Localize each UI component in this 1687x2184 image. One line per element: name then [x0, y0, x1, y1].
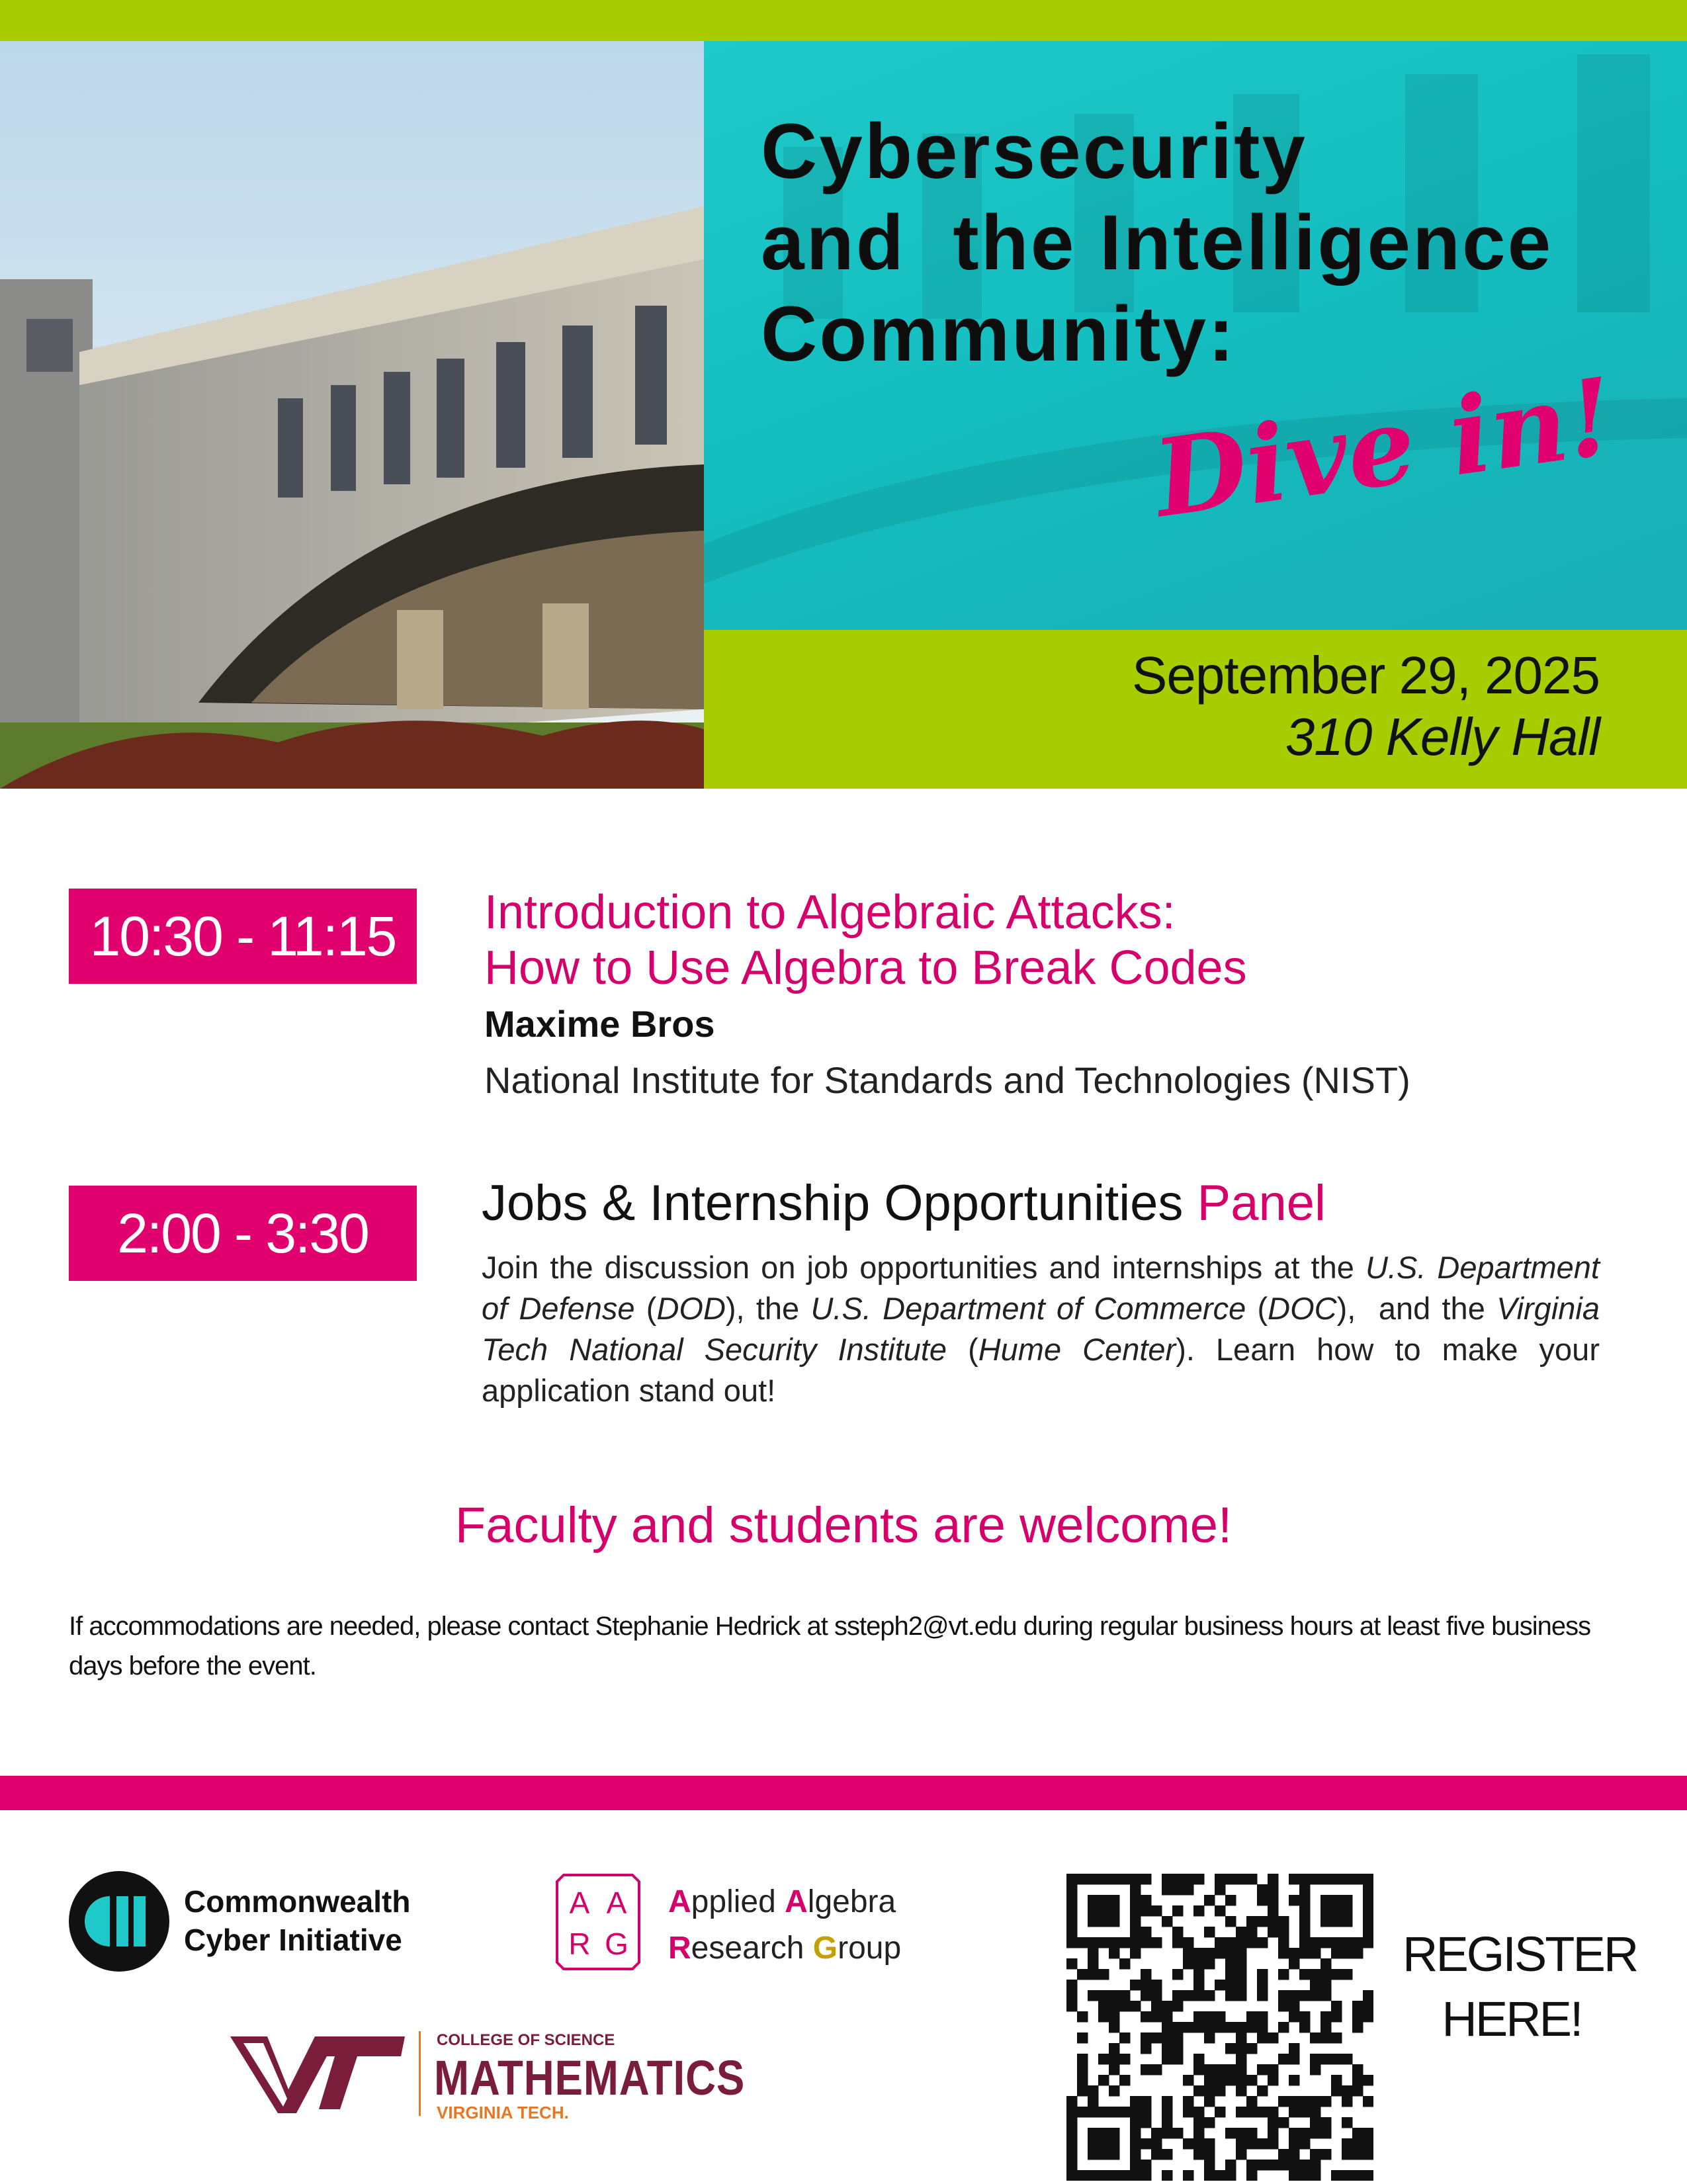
desc-text-3: ), the: [725, 1291, 811, 1326]
department-name: MATHEMATICS: [434, 2050, 746, 2105]
aarg-initial: A: [668, 1884, 691, 1919]
qr-code-icon[interactable]: [1066, 1874, 1373, 2181]
desc-text-5: ), and the: [1336, 1291, 1497, 1326]
desc-doc-abbr: DOC: [1268, 1291, 1337, 1326]
register-line-1: REGISTER: [1403, 1927, 1637, 1982]
desc-text-6: (: [947, 1332, 978, 1367]
desc-text-2: (: [634, 1291, 657, 1326]
aarg-logo-letter-4: G: [605, 1927, 628, 1961]
building-photo: [0, 41, 704, 789]
session-1-speaker: Maxime Bros: [484, 1003, 715, 1045]
session-2-description: [482, 1247, 1600, 1411]
register-label: [1403, 1922, 1637, 2052]
aarg-logo-letter-2: A: [606, 1886, 627, 1920]
desc-text-7: ). Learn how to make your application stand out!: [482, 1332, 1600, 1408]
college-name: COLLEGE OF SCIENCE: [437, 2031, 615, 2049]
aarg-logo-letter-1: A: [569, 1886, 590, 1920]
vt-logo-icon: [228, 2030, 408, 2116]
title-line-3: Community:: [761, 290, 1236, 378]
session-2-time: 2:00 - 3:30: [69, 1186, 417, 1281]
session-2-title: [482, 1174, 1326, 1232]
aarg-initial: A: [785, 1884, 808, 1919]
event-location: 310 Kelly Hall: [1285, 707, 1600, 766]
title-line-1: Cybersecurity: [761, 108, 1308, 195]
accommodations-note: If accommodations are needed, please contact Stephanie Hedrick at ssteph2@vt.edu during regular business hours at least five business days before the event.: [69, 1612, 1591, 1681]
title-line-2: and the Intelligence: [761, 199, 1553, 286]
desc-hume-name: Hume Center: [978, 1332, 1176, 1367]
university-name: VIRGINIA TECH.: [437, 2103, 569, 2122]
cci-name-line-2: Cyber Initiative: [184, 1923, 402, 1957]
aarg-word: roup: [838, 1931, 902, 1966]
cci-name-line-1: Commonwealth: [184, 1884, 411, 1919]
cci-logo-icon: [69, 1871, 169, 1972]
aarg-word: pplied: [691, 1884, 785, 1919]
session-1-title: Introduction to Algebraic Attacks:: [484, 886, 1176, 939]
desc-dod-abbr: DOD: [656, 1291, 726, 1326]
desc-dod-name: U.S. Department of Defense: [482, 1250, 1600, 1326]
tagline: Dive in!: [1146, 353, 1622, 541]
desc-doc-name: U.S. Department of Commerce: [810, 1291, 1246, 1326]
session-1-subtitle: How to Use Algebra to Break Codes: [484, 941, 1247, 994]
vt-divider: [419, 2031, 421, 2116]
cci-name: [184, 1882, 410, 1959]
desc-text-1: Join the discussion on job opportunities and internships at the: [482, 1250, 1365, 1285]
session-1-time: 10:30 - 11:15: [69, 889, 417, 984]
session-2-title-highlight: Panel: [1197, 1175, 1326, 1231]
desc-nsi-name: Virginia Tech National Security Institute: [482, 1291, 1600, 1367]
aarg-logo-icon: [554, 1872, 642, 1972]
event-date: September 29, 2025: [1132, 646, 1600, 705]
aarg-word: esearch: [691, 1931, 813, 1966]
aarg-initial: R: [668, 1931, 691, 1966]
register-line-2: HERE!: [1442, 1991, 1582, 2046]
desc-text-4: (: [1246, 1291, 1268, 1326]
session-2-title-text: Jobs & Internship Opportunities: [482, 1175, 1184, 1231]
event-title: [761, 106, 1647, 380]
aarg-name-line-1: [668, 1879, 901, 1925]
top-accent-bar: [0, 0, 1687, 41]
aarg-name: [668, 1879, 901, 1972]
aarg-initial: G: [812, 1931, 838, 1966]
aarg-word: lgebra: [807, 1884, 896, 1919]
session-1-organization: National Institute for Standards and Technologies (NIST): [484, 1059, 1410, 1101]
welcome-message: Faculty and students are welcome!: [454, 1497, 1233, 1553]
footer-divider-bar: [0, 1776, 1687, 1810]
aarg-name-line-2: [668, 1925, 901, 1972]
aarg-logo-letter-3: R: [568, 1927, 591, 1961]
